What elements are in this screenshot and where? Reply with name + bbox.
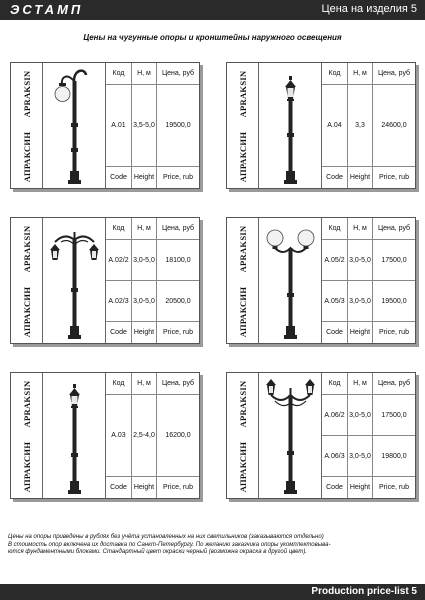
price-table [322,373,415,498]
top-header-bar [0,0,425,20]
lamp-post-picture [43,218,106,343]
table-footer-row [106,167,199,188]
brand-cyrillic: АПРАКСИН [21,286,32,338]
cell-code: А.03 [106,395,132,476]
lamp-post-picture [259,63,322,188]
cell-height: 3,0-5,0 [132,281,157,321]
product-card-a02 [10,217,200,344]
lamp-post-picture [43,63,106,188]
footer-height: Height [348,477,373,498]
lamp-post-picture [43,373,106,498]
price-table [106,63,199,188]
footer-price: Price, rub [163,174,193,181]
header-code: Код [106,218,132,239]
product-card-a06 [226,372,416,499]
brand-logo: ЭСТАМП [10,2,84,17]
cell-price: 19500,0 [381,297,407,305]
table-footer-row [322,477,415,498]
brand-cyrillic: АПРАКСИН [237,131,248,183]
price-table [322,218,415,343]
brand-latin: APRAKSIN [237,380,248,428]
header-height: Н, м [348,63,373,84]
footer-price: Price, rub [379,174,409,181]
table-footer-row [322,167,415,188]
header-height: Н, м [348,373,373,394]
table-row [322,85,415,167]
footer-code: Code [322,477,348,498]
lamp-post-illustration [43,63,106,188]
product-card-a04 [226,62,416,189]
footer-height: Height [348,167,373,188]
table-header-row [106,218,199,240]
cell-height: 3,0-5,0 [348,281,373,321]
product-card-a01 [10,62,200,189]
footer-code: Code [106,167,132,188]
price-table [106,373,199,498]
table-footer-row [106,322,199,343]
bottom-footer-bar [0,584,425,600]
table-row [106,240,199,281]
brand-strip [11,63,43,188]
cell-height: 2,5-4,0 [132,395,157,476]
header-code: Код [322,373,348,394]
footnote-line: В стоимость опор включена их доставка по Санкт-Петербургу. По желанию заказчика опоры укомплектовыва- [8,541,331,548]
cell-height: 3,0-5,0 [348,395,373,435]
header-price: Цена, руб [161,380,195,387]
product-card-a05 [226,217,416,344]
footer-price: Price, rub [163,484,193,491]
table-footer-row [322,322,415,343]
cell-height: 3,0-5,0 [132,240,157,280]
lamp-post-picture [259,373,322,498]
cell-code: А.06/2 [322,395,348,435]
table-row [322,240,415,281]
table-header-row [106,63,199,85]
table-row [106,85,199,167]
cell-price: 20500,0 [165,297,191,305]
table-row [322,395,415,436]
cell-height: 3,0-5,0 [348,240,373,280]
header-price: Цена, руб [377,225,411,232]
table-row [106,281,199,322]
header-price: Цена, руб [161,70,195,77]
cell-height: 3,3 [348,85,373,166]
brand-strip [227,63,259,188]
footnote-line: Цены на опоры приведены в рублях без учёта установленных на них светильников (заказываются отдельно) [8,534,324,540]
footer-price: Price, rub [379,329,409,336]
lamp-post-illustration [259,218,322,343]
brand-latin: APRAKSIN [237,70,248,118]
header-price: Цена, руб [161,225,195,232]
table-row [322,436,415,477]
page-title: Цена на изделия 5 [321,3,417,15]
brand-latin: APRAKSIN [237,225,248,273]
footer-height: Height [348,322,373,343]
lamp-post-illustration [259,373,322,498]
table-footer-row [106,477,199,498]
cell-height: 3,5-5,0 [132,85,157,166]
footnote-line: ются фундаментными блоками. Стандартный цвет окраски черный (возможна окраска в другой цвет). [8,549,308,556]
header-price: Цена, руб [377,70,411,77]
brand-cyrillic: АПРАКСИН [21,131,32,183]
footer-height: Height [132,167,157,188]
brand-strip [227,373,259,498]
footer-code: Code [106,477,132,498]
footer-code: Code [106,322,132,343]
cell-code: А.05/2 [322,240,348,280]
cell-price: 19500,0 [165,122,191,129]
footnote [8,534,418,557]
cell-code: А.01 [106,85,132,166]
brand-latin: APRAKSIN [21,70,32,118]
cell-code: А.02/2 [106,240,132,280]
header-height: Н, м [132,373,157,394]
cell-price: 24600,0 [381,122,407,129]
table-header-row [322,218,415,240]
cell-price: 17500,0 [381,411,407,419]
footer-price: Price, rub [379,484,409,491]
header-height: Н, м [348,218,373,239]
header-height: Н, м [132,63,157,84]
table-header-row [322,373,415,395]
footer-code: Code [322,322,348,343]
cell-price: 16200,0 [165,432,191,439]
brand-strip [11,218,43,343]
footer-code: Code [322,167,348,188]
table-row [106,395,199,477]
cell-code: А.05/3 [322,281,348,321]
footer-title: Production price-list 5 [311,586,417,597]
price-table [106,218,199,343]
header-code: Код [106,373,132,394]
footer-height: Height [132,322,157,343]
price-list-subtitle: Цены на чугунные опоры и кронштейны наружного освещения [83,33,342,42]
cell-code: А.02/3 [106,281,132,321]
header-code: Код [106,63,132,84]
brand-strip [227,218,259,343]
lamp-post-picture [259,218,322,343]
header-price: Цена, руб [377,380,411,387]
brand-latin: APRAKSIN [21,380,32,428]
brand-cyrillic: АПРАКСИН [237,441,248,493]
header-code: Код [322,218,348,239]
brand-cyrillic: АПРАКСИН [237,286,248,338]
table-header-row [322,63,415,85]
header-code: Код [322,63,348,84]
cell-price: 17500,0 [381,256,407,264]
cell-height: 3,0-5,0 [348,436,373,476]
product-card-a03 [10,372,200,499]
table-row [322,281,415,322]
cell-price: 18100,0 [165,256,191,264]
cell-price: 19800,0 [381,452,407,460]
lamp-post-illustration [43,218,106,343]
price-table [322,63,415,188]
footer-height: Height [132,477,157,498]
brand-latin: APRAKSIN [21,225,32,273]
table-header-row [106,373,199,395]
brand-strip [11,373,43,498]
cell-code: А.04 [322,85,348,166]
brand-cyrillic: АПРАКСИН [21,441,32,493]
header-height: Н, м [132,218,157,239]
lamp-post-illustration [43,373,106,498]
lamp-post-illustration [259,63,322,188]
cell-code: А.06/3 [322,436,348,476]
footer-price: Price, rub [163,329,193,336]
